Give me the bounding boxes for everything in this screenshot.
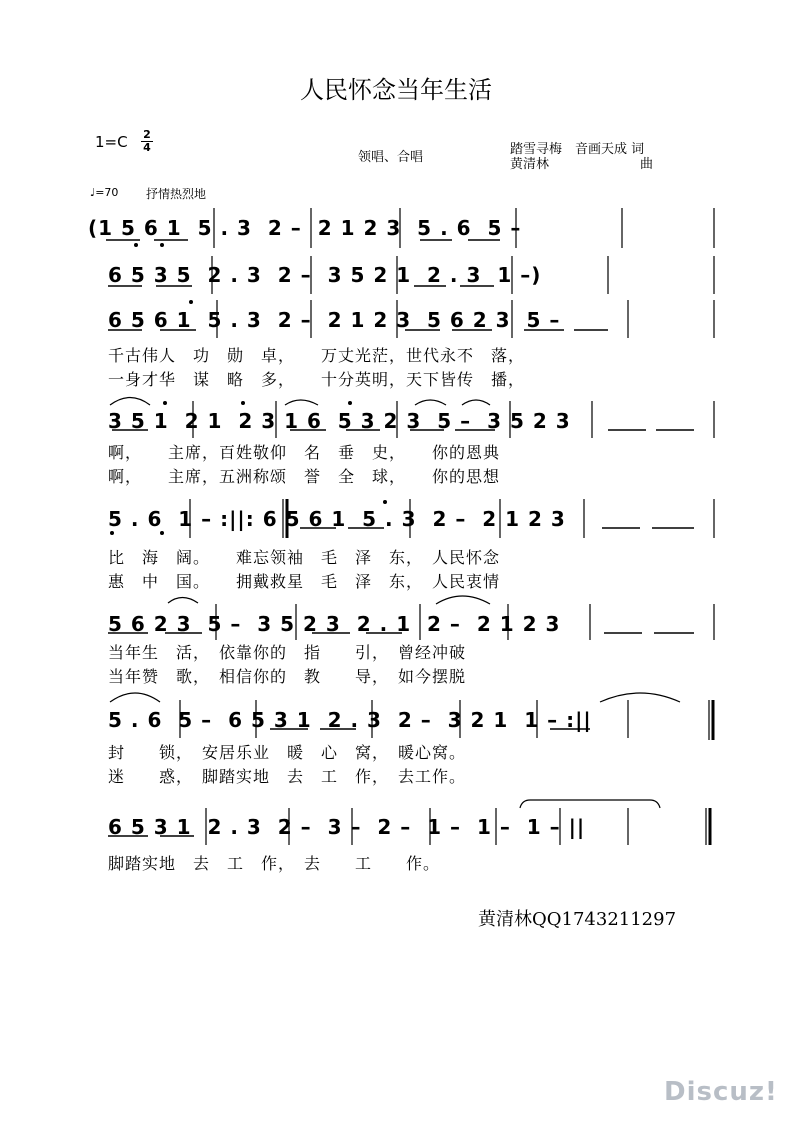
score-row-5-notes: 5 . 6 1 – :||: 6 5 6 1 5 . 3 2 – 2 1 2 3 bbox=[108, 507, 566, 531]
tempo-mark: ♩=70 bbox=[90, 186, 119, 199]
eighth-note-underlines bbox=[106, 240, 694, 836]
score-row-6-lyric-2: 当年赞 歌， 相信你的 教 导， 如今摆脱 bbox=[108, 667, 467, 686]
song-title: 人民怀念当年生活 bbox=[300, 76, 492, 104]
octave-dots bbox=[110, 243, 387, 535]
score-row-7-lyric-2: 迷 惑， 脚踏实地 去 工 作， 去工作。 bbox=[108, 767, 467, 786]
score-row-4-lyric-1: 啊， 主席，百姓敬仰 名 垂 史， 你的恩典 bbox=[108, 443, 501, 462]
score-row-5-lyric-2: 惠 中 国。 拥戴救星 毛 泽 东， 人民衷情 bbox=[108, 572, 501, 591]
score-row-5-lyric-1: 比 海 阔。 难忘领袖 毛 泽 东， 人民怀念 bbox=[108, 548, 501, 567]
score-row-6-lyric-1: 当年生 活， 依靠你的 指 引， 曾经冲破 bbox=[108, 643, 467, 662]
forum-watermark: Discuz! bbox=[664, 1077, 778, 1107]
score-row-8-lyric-1: 脚踏实地 去 工 作， 去 工 作。 bbox=[108, 854, 441, 873]
lyricist-credit: 踏雪寻梅 音画天成 词 bbox=[510, 142, 645, 157]
score-row-3-lyric-1: 千古伟人 功 勋 卓， 万丈光茫，世代永不 落， bbox=[108, 346, 526, 365]
expression-mark: 抒情热烈地 bbox=[146, 187, 207, 201]
barlines bbox=[180, 208, 714, 845]
score-row-4-lyric-2: 啊， 主席，五洲称颂 誉 全 球， 你的思想 bbox=[108, 467, 501, 486]
score-row-8-notes: 6 5 3 1 2 . 3 2 – 3 – 2 – 1 – 1 – 1 – || bbox=[108, 815, 586, 839]
composer-credit: 黄清林 曲 bbox=[510, 157, 654, 172]
author-contact-credit: 黄清林QQ1743211297 bbox=[478, 909, 677, 930]
score-row-1-notes: (1 5 6 1 5 . 3 2 – 2 1 2 3 5 . 6 5 – bbox=[88, 216, 522, 240]
score-row-3-notes: 6 5 6 1 5 . 3 2 – 2 1 2 3 5 6 2 3 5 – bbox=[108, 308, 561, 332]
score-row-4-notes: 3 5 1 2 1 2 3 1 6 5 3 2 3 5 – 3 5 2 3 bbox=[108, 409, 571, 433]
score-row-2-notes: 6 5 3 5 2 . 3 2 – 3 5 2 1 2 . 3 1 –) bbox=[108, 263, 542, 287]
time-signature-bottom: 4 bbox=[143, 141, 151, 154]
score-row-7-notes: 5 . 6 5 – 6 5 3 1 2 . 3 2 – 3 2 1 1 – :|| bbox=[108, 708, 592, 732]
time-signature-top: 2 bbox=[143, 128, 151, 141]
score-row-3-lyric-2: 一身才华 谋 略 多， 十分英明，天下皆传 播， bbox=[108, 370, 526, 389]
score-row-6-notes: 5 6 2 3 5 – 3 5 2 3 2 . 1 2 – 2 1 2 3 bbox=[108, 612, 561, 636]
slurs bbox=[110, 398, 680, 809]
singing-style: 领唱、合唱 bbox=[358, 150, 424, 165]
key-signature: 1=C bbox=[95, 133, 128, 151]
score-row-7-lyric-1: 封 锁， 安居乐业 暖 心 窝， 暖心窝。 bbox=[108, 743, 467, 762]
